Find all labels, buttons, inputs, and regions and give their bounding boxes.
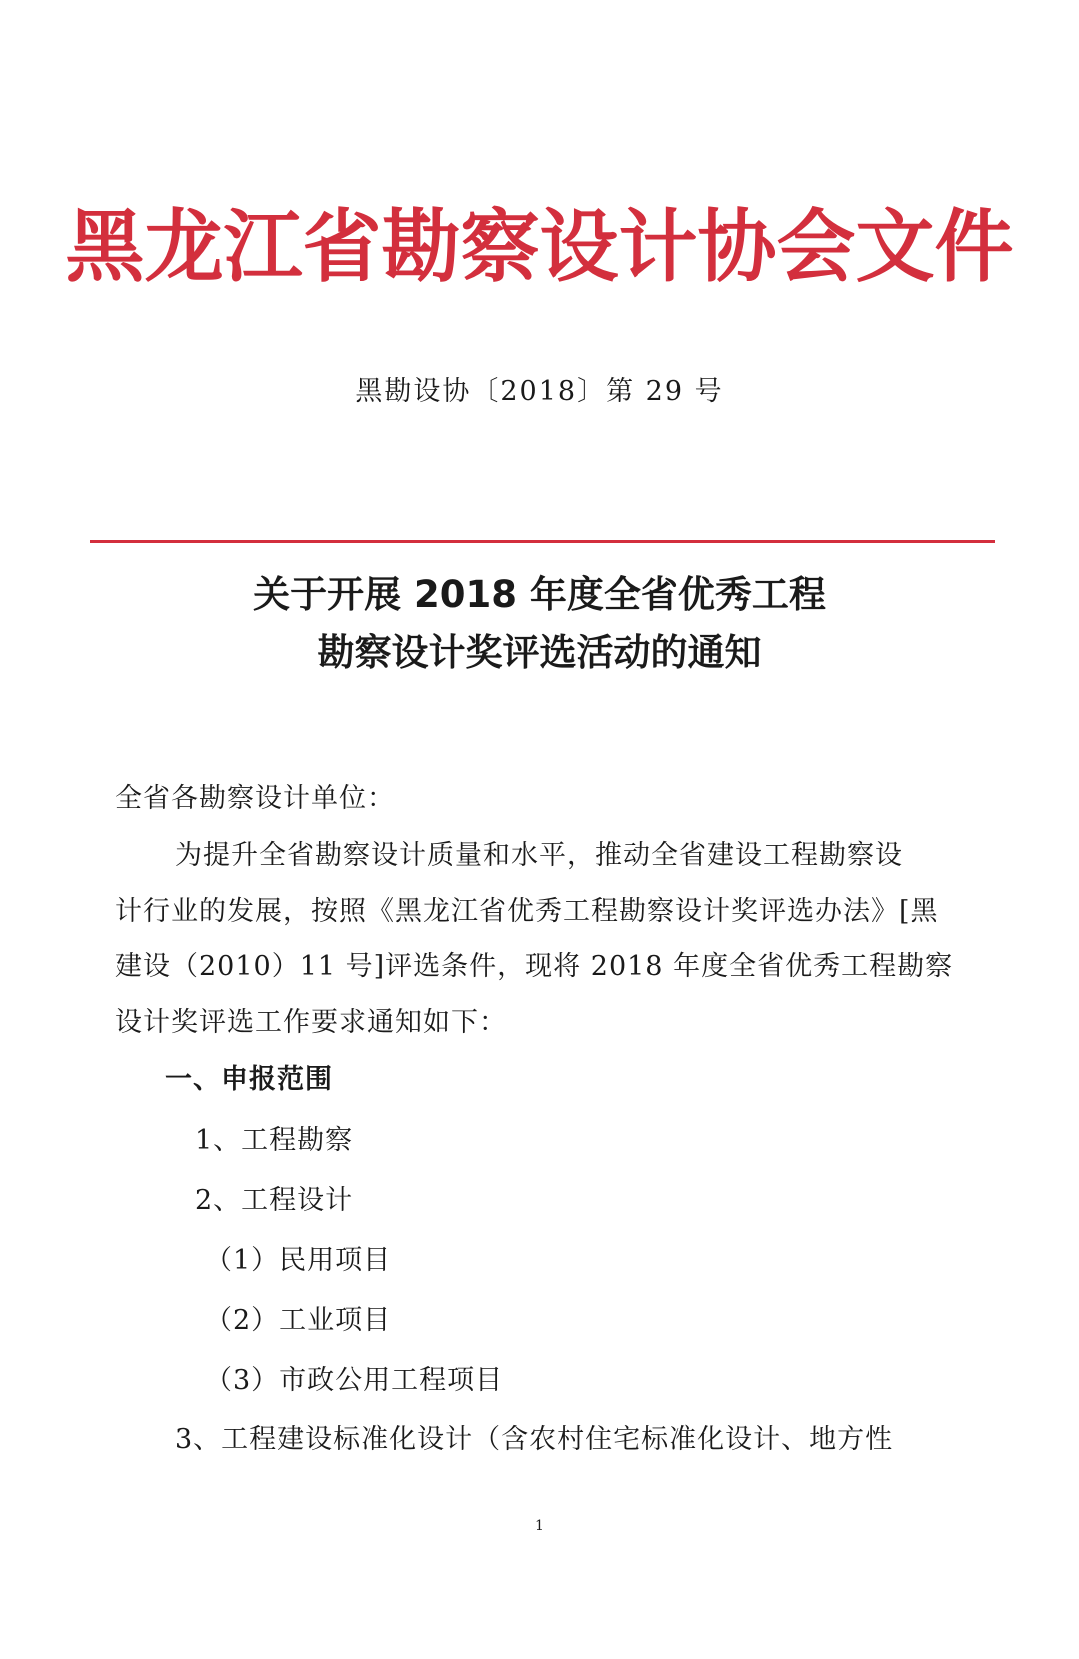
document-number: 黑勘设协〔2018〕第 29 号	[355, 376, 724, 407]
list-item-survey: 1、工程勘察	[195, 1125, 354, 1156]
list-item-design: 2、工程设计	[195, 1185, 354, 1216]
section-heading-scope: 一、申报范围	[165, 1064, 333, 1095]
sub-item-industrial: （2）工业项目	[205, 1305, 392, 1336]
notice-title-line-1: 关于开展 2018 年度全省优秀工程	[253, 573, 826, 616]
header-divider	[90, 540, 995, 543]
paragraph-line-3: 建设（2010）11 号]评选条件，现将 2018 年度全省优秀工程勘察	[115, 951, 954, 982]
salutation: 全省各勘察设计单位：	[115, 783, 395, 814]
list-item-standardization: 3、工程建设标准化设计（含农村住宅标准化设计、地方性	[175, 1424, 894, 1455]
paragraph-line-4: 设计奖评选工作要求通知如下：	[115, 1007, 507, 1038]
sub-item-civil: （1）民用项目	[205, 1245, 392, 1276]
org-header-title: 黑龙江省勘察设计协会文件	[65, 200, 1014, 293]
page-number: 1	[535, 1518, 544, 1534]
notice-title-line-2: 勘察设计奖评选活动的通知	[317, 631, 762, 674]
paragraph-line-2: 计行业的发展，按照《黑龙江省优秀工程勘察设计奖评选办法》[黑	[115, 896, 939, 927]
sub-item-municipal: （3）市政公用工程项目	[205, 1365, 504, 1396]
paragraph-line-1: 为提升全省勘察设计质量和水平，推动全省建设工程勘察设	[175, 840, 903, 871]
